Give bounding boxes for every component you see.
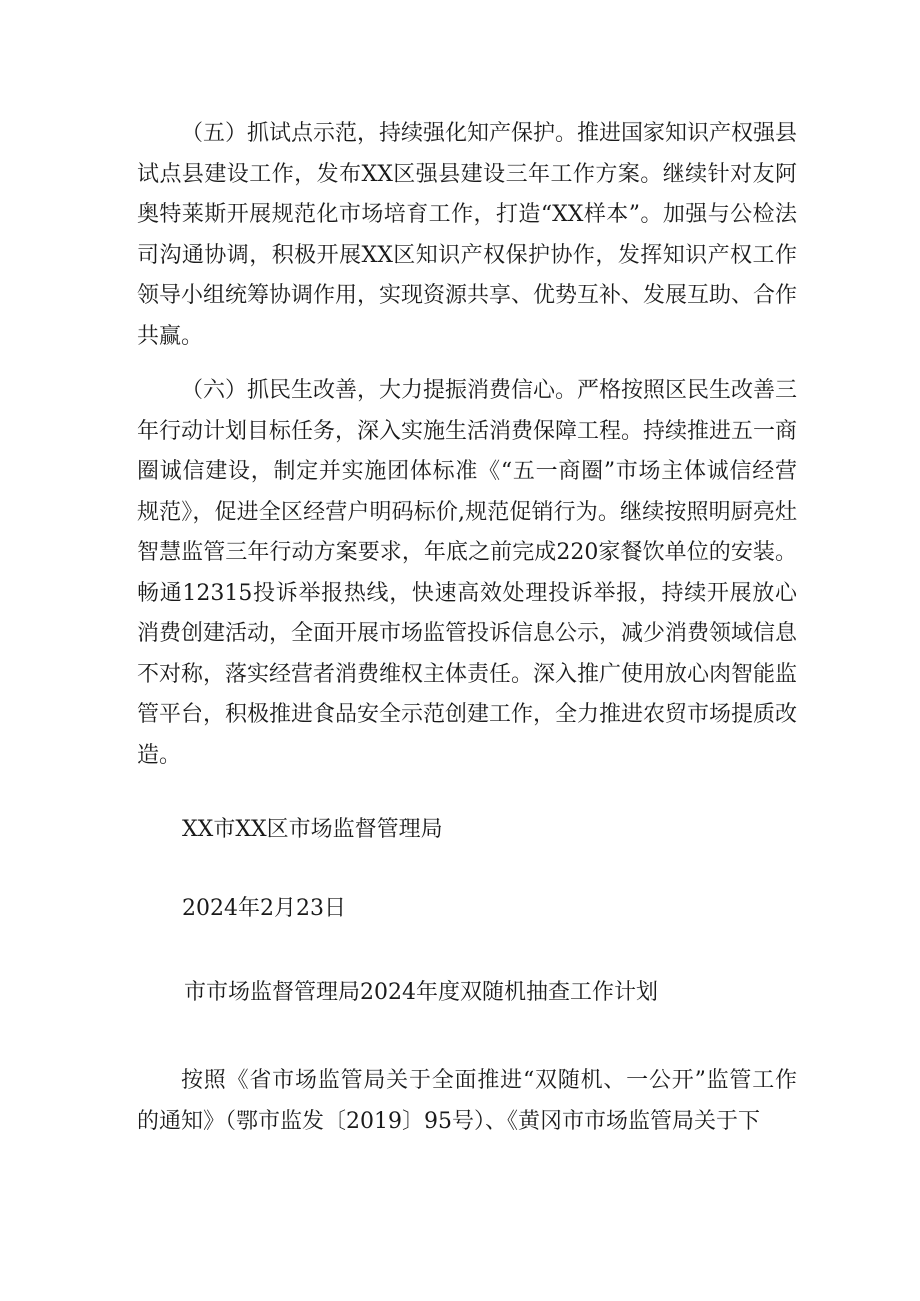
paragraph-ip-protection: （五）抓试点示范，持续强化知产保护。推进国家知识产权强县试点县建设工作，发布XX区强县建设三年工作方案。继续针对友阿奥特莱斯开展规范化市场培育工作，打造“XX样本”。加强与公检法司沟通协调，积极开展XX区知识产权保护协作，发挥知识产权工作领导小组统筹协调作用，实现资源共享、优势互补、发展互助、合作共赢。 [137, 121, 798, 349]
section-title: 市市场监督管理局2024年度双随机抽查工作计划 [184, 980, 658, 1005]
paragraph-intro: 按照《省市场监管局关于全面推进“双随机、一公开”监管工作的通知》（鄂市监发〔2019〕95号）、《黄冈市市场监管局关于下 [137, 1068, 797, 1134]
issuing-organization: XX市XX区市场监督管理局 [182, 817, 443, 842]
paragraph-consumer-confidence: （六）抓民生改善，大力提振消费信心。严格按照区民生改善三年行动计划目标任务，深入实施生活消费保障工程。持续推进五一商圈诚信建设，制定并实施团体标准《“五一商圈”市场主体诚信经营规范》，促进全区经营户明码标价,规范促销行为。继续按照明厨亮灶智慧监管三年行动方案要求，年底之前完成220家餐饮单位的安装。畅通12315投诉举报热线，快速高效处理投诉举报，持续开展放心消费创建活动，全面开展市场监管投诉信息公示，减少消费领域信息不对称，落实经营者消费维权主体责任。深入推广使用放心肉智能监管平台，积极推进食品安全示范创建工作，全力推进农贸市场提质改造。 [137, 378, 798, 768]
issue-date: 2024年2月23日 [182, 896, 346, 921]
